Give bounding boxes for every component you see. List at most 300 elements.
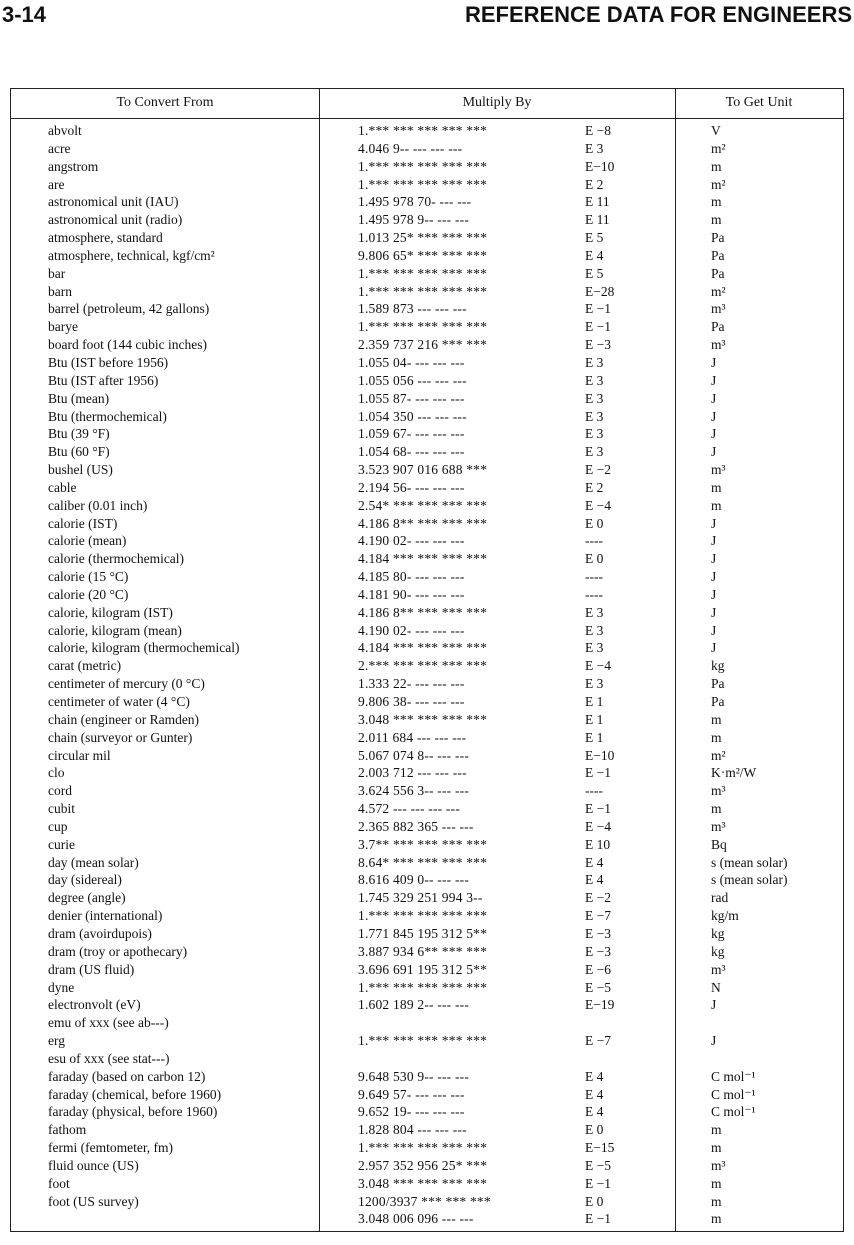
table-row xyxy=(11,122,843,140)
cell-unit: m² xyxy=(711,140,726,156)
cell-exponent: E−19 xyxy=(585,997,615,1013)
table-row xyxy=(11,300,843,318)
cell-unit: J xyxy=(711,408,717,424)
table-row xyxy=(11,1193,843,1211)
cell-multiply-by: 1.059 67- --- --- --- xyxy=(358,426,465,442)
cell-convert-from: calorie (thermochemical) xyxy=(48,551,185,567)
table-row xyxy=(11,1175,843,1193)
cell-convert-from: day (sidereal) xyxy=(48,872,122,888)
conversion-table xyxy=(10,88,844,1232)
cell-multiply-by: 1200/3937 *** *** *** xyxy=(358,1193,491,1209)
cell-convert-from: calorie, kilogram (IST) xyxy=(48,604,173,620)
cell-exponent: E 4 xyxy=(585,247,604,263)
table-row xyxy=(11,372,843,390)
cell-multiply-by: 1.055 056 --- --- --- xyxy=(358,372,467,388)
cell-exponent: E 5 xyxy=(585,265,604,281)
cell-unit: m² xyxy=(711,747,726,763)
cell-exponent: E 3 xyxy=(585,140,604,156)
table-row xyxy=(11,943,843,961)
table-row xyxy=(11,1014,843,1032)
cell-multiply-by: 1.602 189 2-- --- --- xyxy=(358,997,470,1013)
cell-exponent: E 2 xyxy=(585,176,604,192)
cell-convert-from: erg xyxy=(48,1033,65,1049)
cell-exponent: E−10 xyxy=(585,747,615,763)
table-row xyxy=(11,800,843,818)
cell-exponent: E 2 xyxy=(585,479,604,495)
cell-unit: J xyxy=(711,640,717,656)
cell-unit: Pa xyxy=(711,694,725,709)
cell-unit: C mol⁻¹ xyxy=(711,1086,756,1102)
cell-multiply-by: 1.055 87- --- --- --- xyxy=(358,390,465,406)
cell-exponent: E 10 xyxy=(585,836,611,852)
table-row xyxy=(11,461,843,479)
cell-exponent: E −1 xyxy=(585,801,611,817)
cell-convert-from: barrel (petroleum, 42 gallons) xyxy=(48,301,210,317)
cell-convert-from: denier (international) xyxy=(48,908,163,924)
cell-exponent: E 3 xyxy=(585,622,604,638)
cell-exponent: E 1 xyxy=(585,711,604,727)
cell-exponent: E 5 xyxy=(585,230,604,246)
cell-multiply-by: 4.184 *** *** *** *** xyxy=(358,551,488,567)
cell-unit: m xyxy=(711,801,722,817)
cell-unit: Pa xyxy=(711,676,725,692)
cell-unit: N xyxy=(711,979,721,995)
cell-exponent: E 3 xyxy=(585,426,604,442)
cell-unit: J xyxy=(711,390,717,406)
cell-exponent: E 0 xyxy=(585,1193,604,1209)
table-row xyxy=(11,711,843,729)
cell-unit: m³ xyxy=(711,818,726,834)
cell-unit: J xyxy=(711,604,717,620)
table-row xyxy=(11,996,843,1014)
cell-exponent: ---- xyxy=(585,569,603,585)
cell-exponent: E −2 xyxy=(585,890,611,906)
cell-convert-from: Btu (IST before 1956) xyxy=(48,354,169,370)
cell-unit: m xyxy=(711,497,722,513)
cell-unit: m² xyxy=(711,283,726,299)
table-row xyxy=(11,1210,843,1228)
table-row xyxy=(11,729,843,747)
cell-exponent: E 1 xyxy=(585,729,604,745)
table-row xyxy=(11,586,843,604)
cell-multiply-by: 1.*** *** *** *** *** xyxy=(358,908,488,924)
column-header-from: To Convert From xyxy=(116,95,214,110)
cell-unit: m xyxy=(711,1140,722,1156)
cell-convert-from: atmosphere, technical, kgf/cm² xyxy=(48,247,215,263)
cell-unit: Pa xyxy=(711,265,725,281)
cell-multiply-by: 9.648 530 9-- --- --- xyxy=(358,1068,470,1084)
table-row xyxy=(11,390,843,408)
table-row xyxy=(11,782,843,800)
cell-exponent: E 4 xyxy=(585,872,604,888)
cell-unit: J xyxy=(711,515,717,531)
cell-unit: J xyxy=(711,372,717,388)
cell-multiply-by: 2.54* *** *** *** *** xyxy=(358,497,488,513)
cell-exponent: E−10 xyxy=(585,158,615,174)
cell-multiply-by: 3.887 934 6** *** *** xyxy=(358,943,488,959)
cell-convert-from: chain (engineer or Ramden) xyxy=(48,711,200,727)
cell-exponent: E−28 xyxy=(585,283,615,299)
cell-convert-from: bar xyxy=(48,265,66,281)
cell-unit: J xyxy=(711,569,717,585)
table-row xyxy=(11,871,843,889)
cell-convert-from: dram (troy or apothecary) xyxy=(48,943,188,959)
table-row xyxy=(11,1139,843,1157)
cell-exponent: E −1 xyxy=(585,765,611,781)
cell-convert-from: fathom xyxy=(48,1122,87,1138)
cell-convert-from: cup xyxy=(48,818,68,834)
cell-convert-from: calorie (mean) xyxy=(48,533,127,549)
cell-convert-from: dram (US fluid) xyxy=(48,961,135,977)
cell-unit: K·m²/W xyxy=(711,765,757,781)
cell-convert-from: Btu (thermochemical) xyxy=(48,408,167,424)
cell-exponent: E −5 xyxy=(585,1157,611,1173)
cell-exponent: E −3 xyxy=(585,925,611,941)
cell-convert-from: esu of xxx (see stat---) xyxy=(48,1050,170,1066)
table-row xyxy=(11,657,843,675)
cell-unit: m xyxy=(711,1211,722,1227)
cell-exponent: E 3 xyxy=(585,354,604,370)
cell-multiply-by: 4.185 80- --- --- --- xyxy=(358,569,465,585)
cell-convert-from: abvolt xyxy=(48,123,82,138)
table-row xyxy=(11,158,843,176)
cell-unit: J xyxy=(711,354,717,370)
cell-convert-from: carat (metric) xyxy=(48,658,122,674)
cell-unit: J xyxy=(711,533,717,549)
cell-unit: C mol⁻¹ xyxy=(711,1068,756,1084)
cell-convert-from: angstrom xyxy=(48,158,99,174)
cell-multiply-by: 3.048 *** *** *** *** xyxy=(358,1175,488,1191)
cell-exponent: E −2 xyxy=(585,462,611,478)
cell-convert-from: curie xyxy=(48,836,75,852)
table-row xyxy=(11,818,843,836)
table-row xyxy=(11,693,843,711)
cell-multiply-by: 1.771 845 195 312 5** xyxy=(358,925,488,941)
table-row xyxy=(11,1086,843,1104)
cell-multiply-by: 8.64* *** *** *** *** xyxy=(358,854,488,870)
cell-multiply-by: 3.624 556 3-- --- --- xyxy=(358,783,470,799)
cell-unit: m³ xyxy=(711,337,726,353)
cell-exponent: E 3 xyxy=(585,390,604,406)
table-row xyxy=(11,764,843,782)
cell-multiply-by: 4.181 90- --- --- --- xyxy=(358,586,465,602)
cell-unit: m xyxy=(711,1175,722,1191)
cell-multiply-by: 1.*** *** *** *** *** xyxy=(358,176,488,192)
cell-multiply-by: 2.365 882 365 --- --- xyxy=(358,818,474,834)
cell-convert-from: day (mean solar) xyxy=(48,854,139,870)
cell-multiply-by: 3.7** *** *** *** *** xyxy=(358,836,488,852)
cell-exponent: E 0 xyxy=(585,1122,604,1138)
cell-unit: J xyxy=(711,997,717,1013)
cell-multiply-by: 4.186 8** *** *** *** xyxy=(358,515,488,531)
cell-convert-from: calorie (20 °C) xyxy=(48,586,129,602)
table-row xyxy=(11,354,843,372)
table-row xyxy=(11,639,843,657)
cell-unit: V xyxy=(711,123,721,138)
table-row xyxy=(11,907,843,925)
cell-exponent: ---- xyxy=(585,533,603,549)
cell-multiply-by: 9.649 57- --- --- --- xyxy=(358,1086,465,1102)
table-row xyxy=(11,176,843,194)
cell-multiply-by: 1.745 329 251 994 3-- xyxy=(358,890,483,906)
table-body xyxy=(11,122,843,1228)
cell-unit: s (mean solar) xyxy=(711,872,788,888)
cell-multiply-by: 1.013 25* *** *** *** xyxy=(358,230,488,246)
cell-multiply-by: 1.*** *** *** *** *** xyxy=(358,283,488,299)
cell-multiply-by: 4.190 02- --- --- --- xyxy=(358,533,465,549)
cell-multiply-by: 2.*** *** *** *** *** xyxy=(358,658,488,674)
cell-multiply-by: 4.184 *** *** *** *** xyxy=(358,640,488,656)
cell-multiply-by: 4.046 9-- --- --- --- xyxy=(358,140,463,156)
table-row xyxy=(11,854,843,872)
cell-exponent: E −7 xyxy=(585,908,611,924)
cell-unit: J xyxy=(711,1033,717,1049)
cell-convert-from: circular mil xyxy=(48,747,111,763)
cell-unit: m³ xyxy=(711,783,726,799)
cell-multiply-by: 1.333 22- --- --- --- xyxy=(358,676,465,692)
cell-convert-from: faraday (physical, before 1960) xyxy=(48,1104,218,1120)
cell-exponent: E 1 xyxy=(585,694,604,709)
cell-convert-from: faraday (based on carbon 12) xyxy=(48,1068,206,1084)
cell-unit: Pa xyxy=(711,230,725,246)
table-row xyxy=(11,961,843,979)
table-row xyxy=(11,497,843,515)
cell-multiply-by: 2.011 684 --- --- --- xyxy=(358,729,467,745)
table-row xyxy=(11,247,843,265)
cell-multiply-by: 1.*** *** *** *** *** xyxy=(358,265,488,281)
cell-convert-from: barn xyxy=(48,283,72,299)
book-title: REFERENCE DATA FOR ENGINEERS xyxy=(464,2,852,27)
table-row xyxy=(11,925,843,943)
table-row xyxy=(11,193,843,211)
cell-exponent: E 3 xyxy=(585,408,604,424)
cell-multiply-by: 1.495 978 9-- --- --- xyxy=(358,212,470,228)
cell-unit: kg xyxy=(711,658,725,674)
cell-exponent: E 3 xyxy=(585,640,604,656)
cell-multiply-by: 2.359 737 216 *** *** xyxy=(358,337,488,353)
cell-unit: J xyxy=(711,551,717,567)
cell-convert-from: Btu (mean) xyxy=(48,390,110,406)
cell-multiply-by: 3.048 *** *** *** *** xyxy=(358,711,488,727)
table-row xyxy=(11,283,843,301)
cell-multiply-by: 1.*** *** *** *** *** xyxy=(358,1140,488,1156)
cell-multiply-by: 8.616 409 0-- --- --- xyxy=(358,872,470,888)
cell-multiply-by: 4.190 02- --- --- --- xyxy=(358,622,465,638)
table-row xyxy=(11,265,843,283)
cell-convert-from: calorie (15 °C) xyxy=(48,569,129,585)
cell-convert-from: Btu (39 °F) xyxy=(48,426,110,442)
cell-convert-from: electronvolt (eV) xyxy=(48,997,141,1013)
cell-exponent: ---- xyxy=(585,783,603,799)
cell-multiply-by: 3.696 691 195 312 5** xyxy=(358,961,488,977)
cell-unit: J xyxy=(711,444,717,460)
cell-convert-from: cubit xyxy=(48,801,75,817)
cell-multiply-by: 2.003 712 --- --- --- xyxy=(358,765,467,781)
cell-multiply-by: 1.*** *** *** *** *** xyxy=(358,158,488,174)
cell-convert-from: atmosphere, standard xyxy=(48,230,163,246)
cell-exponent: E 0 xyxy=(585,551,604,567)
cell-exponent: E 0 xyxy=(585,515,604,531)
cell-exponent: E −4 xyxy=(585,658,611,674)
cell-convert-from: astronomical unit (radio) xyxy=(48,212,183,228)
cell-multiply-by: 4.572 --- --- --- --- xyxy=(358,801,461,817)
table-header-row xyxy=(11,89,843,119)
table-row xyxy=(11,425,843,443)
cell-multiply-by: 1.495 978 70- --- --- xyxy=(358,194,472,210)
cell-convert-from: board foot (144 cubic inches) xyxy=(48,337,207,353)
table-row xyxy=(11,604,843,622)
cell-unit: kg xyxy=(711,943,725,959)
table-row xyxy=(11,318,843,336)
table-row xyxy=(11,747,843,765)
cell-unit: m xyxy=(711,212,722,228)
cell-convert-from: foot xyxy=(48,1175,70,1191)
cell-exponent: E 4 xyxy=(585,1104,604,1120)
cell-multiply-by: 2.957 352 956 25* *** xyxy=(358,1157,488,1173)
cell-unit: C mol⁻¹ xyxy=(711,1104,756,1120)
table-row xyxy=(11,550,843,568)
table-row xyxy=(11,211,843,229)
table-row xyxy=(11,979,843,997)
cell-unit: m³ xyxy=(711,301,726,317)
cell-convert-from: faraday (chemical, before 1960) xyxy=(48,1086,222,1102)
page-number: 3-14 xyxy=(2,2,47,27)
cell-exponent: E 11 xyxy=(585,194,610,210)
cell-convert-from: calorie (IST) xyxy=(48,515,118,531)
table-row xyxy=(11,336,843,354)
cell-convert-from: centimeter of water (4 °C) xyxy=(48,694,190,709)
cell-convert-from: fluid ounce (US) xyxy=(48,1157,139,1173)
cell-exponent: E−15 xyxy=(585,1140,615,1156)
cell-unit: m³ xyxy=(711,961,726,977)
table-row xyxy=(11,1050,843,1068)
cell-convert-from: are xyxy=(48,176,65,192)
cell-exponent: E −1 xyxy=(585,1175,611,1191)
cell-exponent: E 4 xyxy=(585,854,604,870)
cell-exponent: E −6 xyxy=(585,961,611,977)
table-row xyxy=(11,836,843,854)
cell-unit: m³ xyxy=(711,1157,726,1173)
cell-unit: m xyxy=(711,729,722,745)
cell-unit: kg xyxy=(711,925,725,941)
page-header xyxy=(0,2,854,26)
cell-convert-from: Btu (IST after 1956) xyxy=(48,372,159,388)
cell-unit: J xyxy=(711,622,717,638)
cell-exponent: E −1 xyxy=(585,319,611,335)
cell-multiply-by: 3.048 006 096 --- --- xyxy=(358,1211,474,1227)
cell-exponent: E −5 xyxy=(585,979,611,995)
cell-exponent: E −4 xyxy=(585,818,611,834)
cell-convert-from: Btu (60 °F) xyxy=(48,444,110,460)
table-row xyxy=(11,532,843,550)
table-row xyxy=(11,568,843,586)
cell-unit: J xyxy=(711,586,717,602)
cell-exponent: E −3 xyxy=(585,943,611,959)
cell-unit: m xyxy=(711,711,722,727)
cell-convert-from: acre xyxy=(48,140,71,156)
cell-multiply-by: 1.054 68- --- --- --- xyxy=(358,444,465,460)
cell-unit: m xyxy=(711,479,722,495)
cell-multiply-by: 1.*** *** *** *** *** xyxy=(358,123,488,138)
table-row xyxy=(11,515,843,533)
cell-multiply-by: 1.*** *** *** *** *** xyxy=(358,1033,488,1049)
column-header-multiply: Multiply By xyxy=(462,95,532,110)
cell-convert-from: clo xyxy=(48,765,65,781)
cell-convert-from: dram (avoirdupois) xyxy=(48,925,152,941)
cell-multiply-by: 1.828 804 --- --- --- xyxy=(358,1122,467,1138)
cell-convert-from: cable xyxy=(48,479,77,495)
cell-exponent: E 3 xyxy=(585,444,604,460)
table-row xyxy=(11,479,843,497)
cell-exponent: E −1 xyxy=(585,1211,611,1227)
table-row xyxy=(11,1032,843,1050)
cell-unit: Pa xyxy=(711,247,725,263)
cell-multiply-by: 1.*** *** *** *** *** xyxy=(358,979,488,995)
cell-exponent: E −3 xyxy=(585,337,611,353)
cell-convert-from: dyne xyxy=(48,979,75,995)
cell-exponent: E −7 xyxy=(585,1033,611,1049)
cell-convert-from: calorie, kilogram (thermochemical) xyxy=(48,640,240,656)
cell-multiply-by: 9.806 65* *** *** *** xyxy=(358,247,488,263)
cell-multiply-by: 4.186 8** *** *** *** xyxy=(358,604,488,620)
cell-convert-from: bushel (US) xyxy=(48,462,113,478)
cell-exponent: E −1 xyxy=(585,301,611,317)
cell-unit: rad xyxy=(711,890,729,906)
table-row xyxy=(11,1121,843,1139)
cell-convert-from: centimeter of mercury (0 °C) xyxy=(48,676,205,692)
table-row xyxy=(11,889,843,907)
cell-exponent: E 3 xyxy=(585,676,604,692)
cell-unit: Pa xyxy=(711,319,725,335)
table-row xyxy=(11,408,843,426)
cell-unit: kg/m xyxy=(711,908,739,924)
cell-unit: m² xyxy=(711,176,726,192)
cell-convert-from: degree (angle) xyxy=(48,890,126,906)
cell-multiply-by: 1.589 873 --- --- --- xyxy=(358,301,467,317)
cell-exponent: E −4 xyxy=(585,497,611,513)
cell-multiply-by: 1.054 350 --- --- --- xyxy=(358,408,467,424)
cell-unit: m xyxy=(711,158,722,174)
cell-multiply-by: 1.*** *** *** *** *** xyxy=(358,319,488,335)
cell-convert-from: chain (surveyor or Gunter) xyxy=(48,729,193,745)
cell-exponent: E 4 xyxy=(585,1068,604,1084)
cell-exponent: E 3 xyxy=(585,604,604,620)
cell-unit: m xyxy=(711,1193,722,1209)
cell-convert-from: caliber (0.01 inch) xyxy=(48,497,148,513)
cell-convert-from: barye xyxy=(48,319,78,335)
cell-multiply-by: 2.194 56- --- --- --- xyxy=(358,479,465,495)
cell-unit: Bq xyxy=(711,836,727,852)
cell-unit: J xyxy=(711,426,717,442)
cell-convert-from: fermi (femtometer, fm) xyxy=(48,1140,174,1156)
cell-exponent: E 4 xyxy=(585,1086,604,1102)
cell-exponent: ---- xyxy=(585,586,603,602)
cell-multiply-by: 3.523 907 016 688 *** xyxy=(358,462,488,478)
cell-convert-from: emu of xxx (see ab---) xyxy=(48,1015,169,1031)
cell-multiply-by: 1.055 04- --- --- --- xyxy=(358,354,465,370)
cell-multiply-by: 5.067 074 8-- --- --- xyxy=(358,747,470,763)
table-row xyxy=(11,140,843,158)
cell-convert-from: calorie, kilogram (mean) xyxy=(48,622,182,638)
table-row xyxy=(11,1103,843,1121)
cell-exponent: E 3 xyxy=(585,372,604,388)
cell-unit: m xyxy=(711,194,722,210)
cell-convert-from: foot (US survey) xyxy=(48,1193,139,1209)
cell-unit: m xyxy=(711,1122,722,1138)
cell-multiply-by: 9.652 19- --- --- --- xyxy=(358,1104,465,1120)
table-row xyxy=(11,675,843,693)
cell-exponent: E −8 xyxy=(585,123,611,138)
